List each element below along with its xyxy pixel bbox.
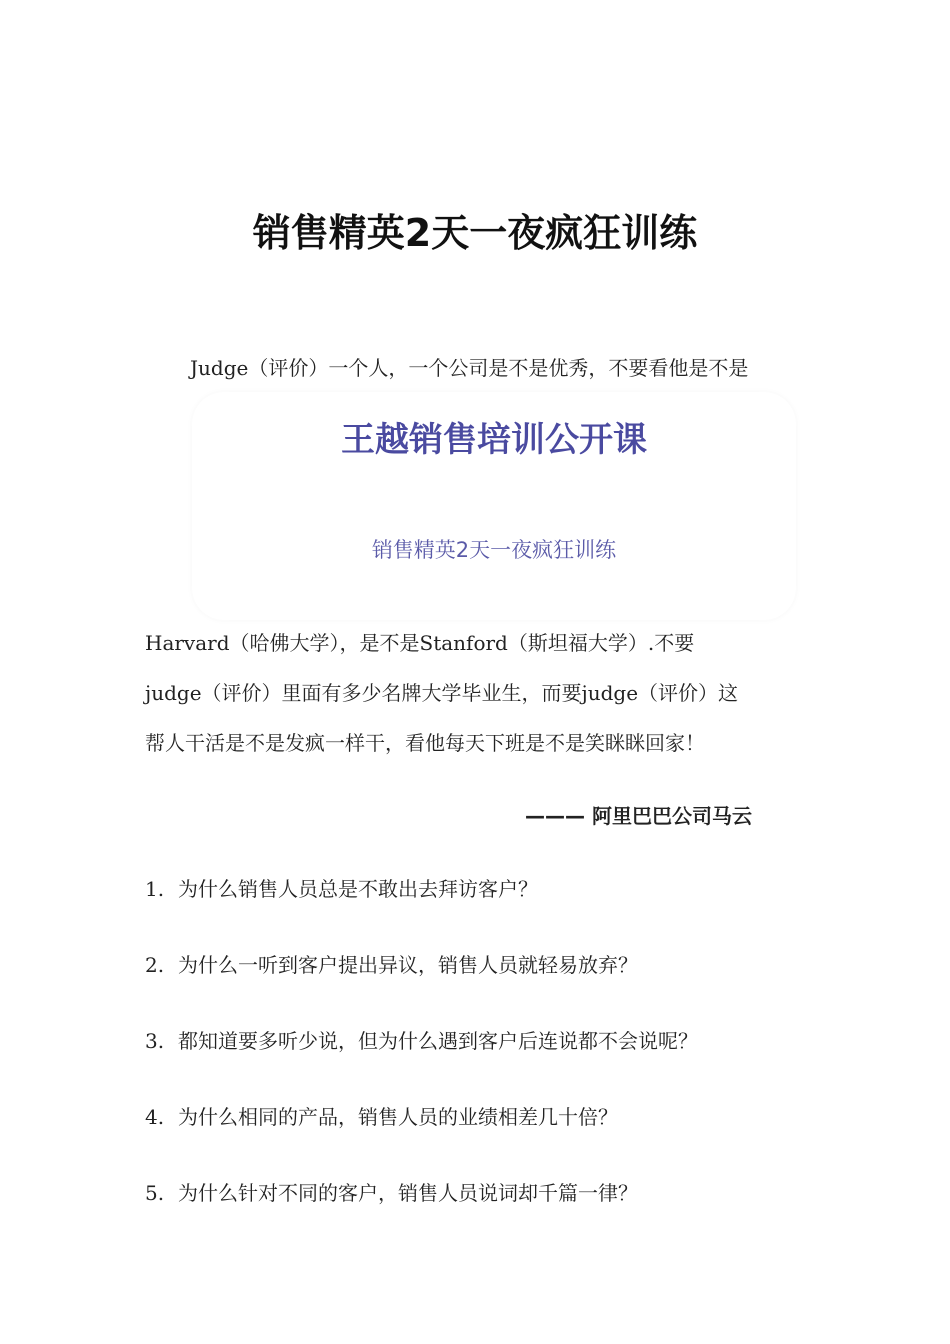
watermark-banner [192,392,796,620]
list-item-number: 2. [145,953,165,977]
list-item-number: 4. [145,1105,165,1129]
quote-line: 帮人干活是不是发疯一样干，看他每天下班是不是笑眯眯回家！ [145,731,705,755]
question-list [145,873,825,1253]
intro-line: Judge（评价）一个人，一个公司是不是优秀，不要看他是不是 [190,356,749,380]
list-item [145,1177,825,1253]
page-title: 销售精英2天一夜疯狂训练 [252,211,698,255]
list-item-number: 5. [145,1181,165,1205]
list-item [145,949,825,1025]
list-item-text: 为什么针对不同的客户，销售人员说词却千篇一律？ [178,1181,638,1205]
list-item [145,1101,825,1177]
list-item-text: 都知道要多听少说，但为什么遇到客户后连说都不会说呢？ [178,1029,698,1053]
quote-line: Harvard（哈佛大学），是不是Stanford（斯坦福大学）.不要 [145,631,695,655]
quote-line: judge（评价）里面有多少名牌大学毕业生，而要judge（评价）这 [145,681,739,705]
list-item [145,1025,825,1101]
list-item-text: 为什么相同的产品，销售人员的业绩相差几十倍？ [178,1105,618,1129]
watermark-title: 王越销售培训公开课 [341,420,647,460]
list-item [145,873,825,949]
list-item-number: 1. [145,877,165,901]
quote-paragraph [145,618,810,768]
watermark-subtitle: 销售精英2天一夜疯狂训练 [371,538,617,562]
list-item-text: 为什么一听到客户提出异议，销售人员就轻易放弃？ [178,953,638,977]
list-item-text: 为什么销售人员总是不敢出去拜访客户？ [178,877,538,901]
quote-attribution: ——— 阿里巴巴公司马云 [525,804,752,828]
list-item-number: 3. [145,1029,165,1053]
